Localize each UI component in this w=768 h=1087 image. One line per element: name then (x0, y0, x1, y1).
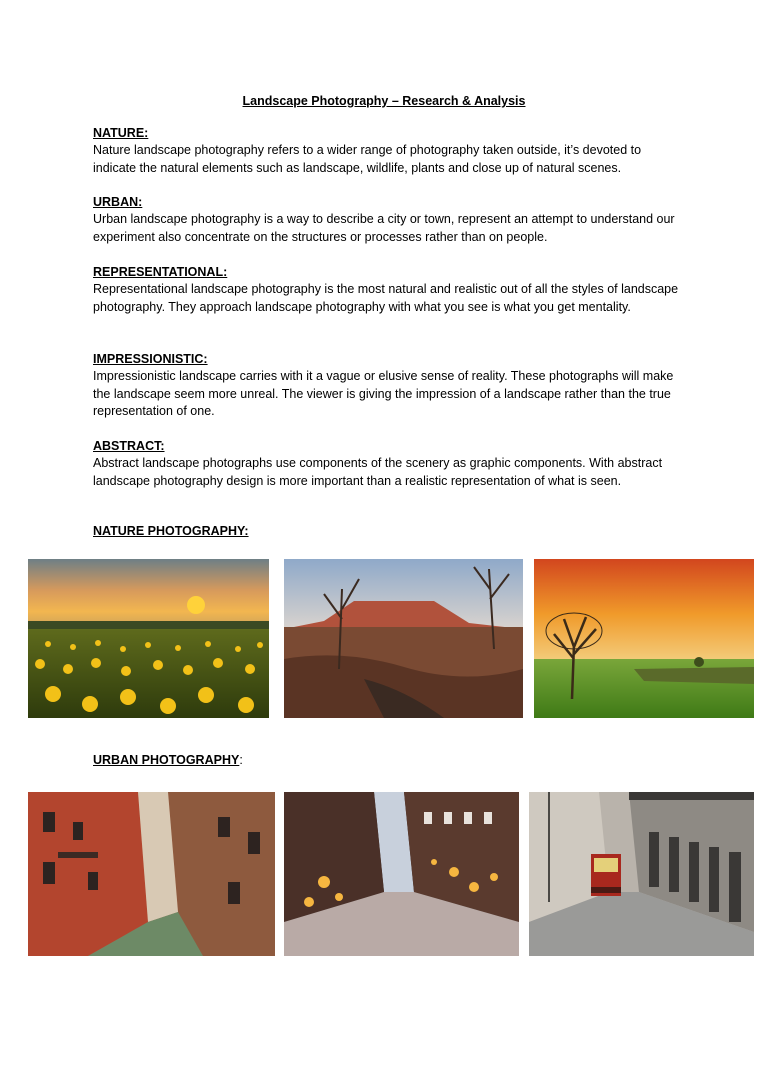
section-nature (93, 125, 683, 177)
section-text: Abstract landscape photographs use components of the scenery as graphic components. With abstract landscape photography design is more important than a realistic representation of what is seen. (93, 456, 663, 488)
section-impressionistic (93, 351, 683, 420)
section-heading: URBAN: (93, 195, 143, 209)
page-title: Landscape Photography – Research & Analysis (242, 94, 526, 108)
section-text: Nature landscape photography refers to a wider range of photography taken outside, it’s devoted to indicate the natural elements such as landscape, wildlife, plants and close up of natural scenes. (93, 143, 642, 175)
section-abstract (93, 438, 683, 490)
section-text: Impressionistic landscape carries with it a vague or elusive sense of reality. These photographs will make the landscape seem more unreal. The viewer is giving the impression of a landscape rather than the true representation of one. (93, 369, 674, 418)
caption-label: URBAN PHOTOGRAPHY (93, 753, 240, 767)
sunflower-field-photo (28, 559, 269, 718)
section-heading: REPRESENTATIONAL: (93, 265, 228, 279)
mesa-landscape-photo (284, 559, 523, 718)
section-representational (93, 264, 683, 316)
section-text: Urban landscape photography is a way to describe a city or town, represent an attempt to understand our experiment also concentrate on the structures or processes rather than on people. (93, 212, 675, 244)
urban-photography-caption (93, 753, 243, 767)
section-heading: NATURE: (93, 126, 149, 140)
section-heading: ABSTRACT: (93, 439, 165, 453)
lone-tree-sunset-photo (534, 559, 754, 718)
section-text: Representational landscape photography is the most natural and realistic out of all the styles of landscape photography. They approach landscape photography with what you see is what you get mentality. (93, 282, 679, 314)
rainy-tram-street-photo (529, 792, 754, 956)
canal-street-photo (28, 792, 275, 956)
nature-photography-caption (93, 524, 249, 538)
section-urban (93, 194, 683, 246)
snowy-night-street-photo (284, 792, 519, 956)
caption-label: NATURE PHOTOGRAPHY: (93, 524, 249, 538)
section-heading: IMPRESSIONISTIC: (93, 352, 208, 366)
caption-colon: : (239, 753, 243, 767)
